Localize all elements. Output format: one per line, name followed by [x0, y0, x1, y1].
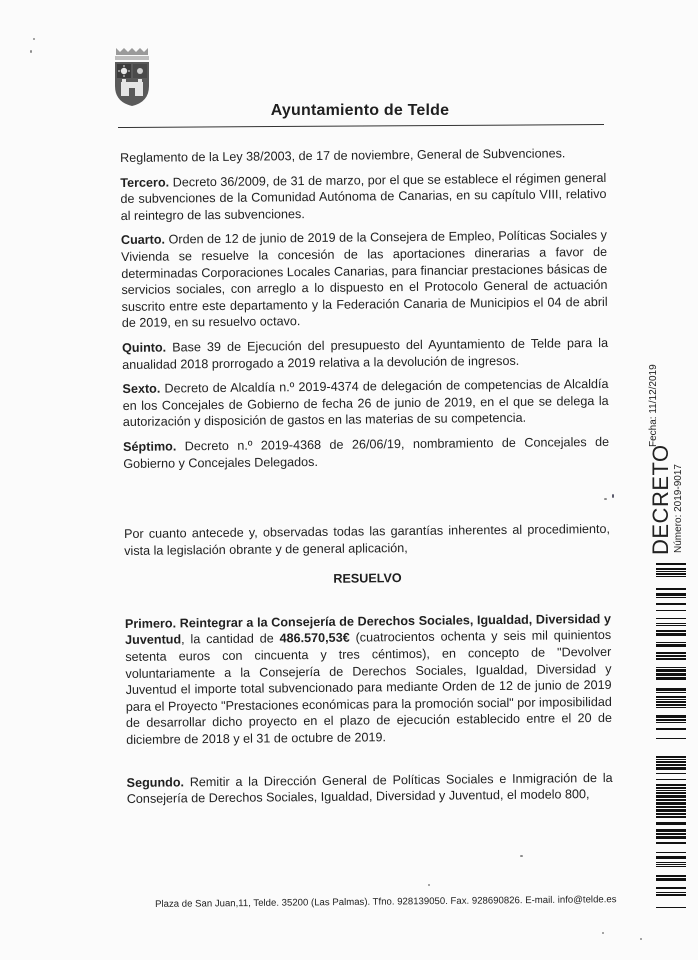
paragraph-quinto: [122, 335, 608, 373]
barcode-bar: [656, 759, 686, 760]
barcode-bar: [656, 829, 686, 832]
barcode-bar: [656, 822, 686, 825]
barcode-bar: [656, 907, 686, 908]
paragraph-text: Decreto 36/2009, de 31 de marzo, por el que se establece el régimen general de subvenciones de la Comunidad Autónoma de Canarias, en su capítulo VIII, relativo al reintegro de las subvenciones.: [120, 170, 607, 223]
paragraph-text: Orden de 12 de junio de 2019 de la Consejera de Empleo, Políticas Sociales y Vivienda se resuelve la concesión de las aportaciones dinerarias a favor de determinadas Corporaciones Locales Canarias, para financiar prestaciones básicas de servicios sociales, con arreglo a lo dispuesto en el Protocolo General de actuación suscrito entre este departamento y la Federación Canaria de Municipios el 04 de abril de 2019, en su resuelvo octavo.: [121, 228, 608, 331]
barcode-bar: [656, 701, 686, 703]
coat-of-arms-logo: [112, 46, 152, 108]
paragraph-segundo: [127, 770, 613, 808]
decreto-number: Número: 2019-9017: [673, 464, 684, 553]
barcode: [656, 563, 686, 915]
paragraph-text: Reglamento de la Ley 38/2003, de 17 de noviembre, General de Subvenciones.: [120, 146, 566, 165]
barcode-bar: [656, 813, 686, 815]
barcode-bar: [656, 573, 686, 575]
barcode-bar: [656, 852, 686, 853]
barcode-bar: [656, 787, 686, 789]
barcode-bar: [656, 699, 686, 700]
paragraph-text: , la cantidad de: [181, 631, 274, 647]
barcode-bar: [656, 563, 686, 565]
barcode-bar: [656, 773, 686, 774]
barcode-bar: [656, 568, 686, 570]
spacer: [123, 475, 609, 526]
decreto-side-stamp: [648, 355, 692, 555]
barcode-bar: [656, 836, 686, 839]
barcode-bar: [656, 833, 686, 835]
barcode-bar: [656, 862, 686, 863]
amount-value: 486.570,53€: [279, 631, 350, 646]
barcode-bar: [656, 816, 686, 818]
barcode-bar: [656, 795, 686, 798]
barcode-bar: [656, 809, 686, 812]
barcode-bar: [656, 856, 686, 859]
paragraph-text: Por cuanto antecede y, observadas todas las garantías inherentes al procedimiento, vista la legislación obrante y de general aplicación,: [123, 521, 611, 558]
barcode-bar: [656, 667, 686, 668]
header-title: Ayuntamiento de Telde: [270, 102, 450, 119]
barcode-bar: [656, 688, 686, 691]
barcode-bar: [656, 842, 686, 844]
barcode-bar: [656, 764, 686, 766]
paragraph-bold-text: Reintegrar a la Consejería de Derechos Sociales, Igualdad, Diversidad y Juventud: [125, 611, 612, 648]
barcode-bar: [656, 658, 686, 660]
barcode-bar: [656, 767, 686, 770]
paragraph-lead: Tercero.: [120, 175, 170, 190]
barcode-bar: [656, 618, 686, 619]
decreto-label: DECRETO: [648, 444, 673, 555]
barcode-bar: [656, 887, 686, 889]
barcode-bar: [656, 864, 686, 865]
barcode-bar: [656, 806, 686, 808]
barcode-bar: [656, 597, 686, 598]
barcode-bar: [656, 655, 686, 657]
barcode-bar: [656, 704, 686, 706]
paragraph-lead: Quinto.: [121, 340, 167, 355]
paragraph-lead: Segundo.: [126, 774, 185, 790]
paragraph-lead: Primero.: [124, 616, 177, 631]
paragraph-reglamento: [120, 145, 606, 167]
barcode-bar: [656, 790, 686, 791]
barcode-bar: [656, 696, 686, 698]
barcode-bar: [656, 644, 686, 647]
resuelvo-heading: RESUELVO: [333, 571, 402, 587]
barcode-bar: [656, 875, 686, 877]
barcode-bar: [656, 652, 686, 654]
barcode-bar: [656, 866, 686, 867]
barcode-bar: [656, 610, 686, 611]
barcode-bar: [656, 603, 686, 605]
paragraph-text: Decreto de Alcaldía n.º 2019-4374 de delegación de competencias de Alcaldía en los Concejales de Gobierno de fecha 26 de junio de 2019, en el que se delega la autorización y disposición de gastos en las materias de su competencia.: [122, 377, 609, 430]
paragraph-lead: Cuarto.: [120, 232, 166, 248]
paragraph-lead: Séptimo.: [123, 439, 177, 454]
paragraph-cuarto: [121, 227, 608, 332]
barcode-bar: [656, 588, 686, 590]
footer-address: Plaza de San Juan,11, Telde. 35200 (Las Palmas). Tfno. 928139050. Fax. 928690826. E-mail. info@telde.es: [155, 894, 617, 910]
paragraph-text: Remitir a la Dirección General de Políticas Sociales e Inmigración de la Consejería de Derechos Sociales, Igualdad, Diversidad y Juventud, el modelo 800,: [126, 770, 613, 807]
barcode-bar: [656, 633, 686, 636]
barcode-bar: [656, 784, 686, 786]
paragraph-septimo: [123, 434, 609, 472]
barcode-bar: [656, 642, 686, 643]
barcode-bar: [656, 576, 686, 577]
barcode-bar: [656, 761, 686, 763]
barcode-bar: [656, 878, 686, 881]
barcode-bar: [656, 779, 686, 780]
barcode-bar: [656, 623, 686, 624]
paragraph-por-cuanto: [124, 521, 610, 559]
barcode-bar: [656, 692, 686, 693]
document-body: [120, 145, 613, 816]
barcode-bar: [656, 792, 686, 794]
barcode-bar: [656, 799, 686, 801]
paragraph-tercero: [120, 170, 606, 225]
paragraph-primero: [125, 611, 612, 749]
barcode-bar: [656, 707, 686, 708]
barcode-bar: [656, 728, 686, 730]
barcode-bar: [656, 669, 686, 672]
header-rule: [118, 124, 604, 128]
barcode-bar: [656, 892, 686, 893]
barcode-bar: [656, 802, 686, 805]
barcode-bar: [656, 630, 686, 632]
paragraph-text: Base 39 de Ejecución del presupuesto del Ayuntamiento de Telde para la anualidad 2018 prorrogado a 2019 relativa a la devolución de ingresos.: [122, 335, 609, 372]
barcode-bar: [656, 894, 686, 896]
barcode-bar: [656, 715, 686, 718]
barcode-bar: [656, 593, 686, 596]
barcode-bar: [656, 722, 686, 723]
barcode-bar: [656, 738, 686, 739]
barcode-bar: [656, 677, 686, 680]
paragraph-lead: Sexto.: [122, 381, 161, 397]
barcode-bar: [656, 673, 686, 676]
decreto-date: Fecha: 11/12/2019: [648, 364, 659, 447]
paragraph-text: (cuatrocientos ochenta y seis mil quinientos setenta euros con cincuenta y tres céntimos), en concepto de "Devolver voluntariamente a la Consejería de Derechos Sociales, Igualdad, Diversidad y Juventud el importe total subvencionado para mediante Orden de 12 de junio de 2019 para el Proyecto "Prestaciones económicas para la promoción social" por imposibilidad de desarrollar dicho proyecto en el plazo de ejecución establecido entre el 20 de diciembre de 2018 y el 31 de octubre de 2019.: [125, 628, 613, 747]
paragraph-sexto: [122, 376, 608, 431]
barcode-bar: [656, 719, 686, 721]
paragraph-text: Decreto n.º 2019-4368 de 26/06/19, nombramiento de Concejales de Gobierno y Concejales Delegados.: [123, 434, 610, 471]
barcode-bar: [656, 625, 686, 626]
barcode-bar: [656, 571, 686, 572]
barcode-bar: [656, 756, 686, 758]
